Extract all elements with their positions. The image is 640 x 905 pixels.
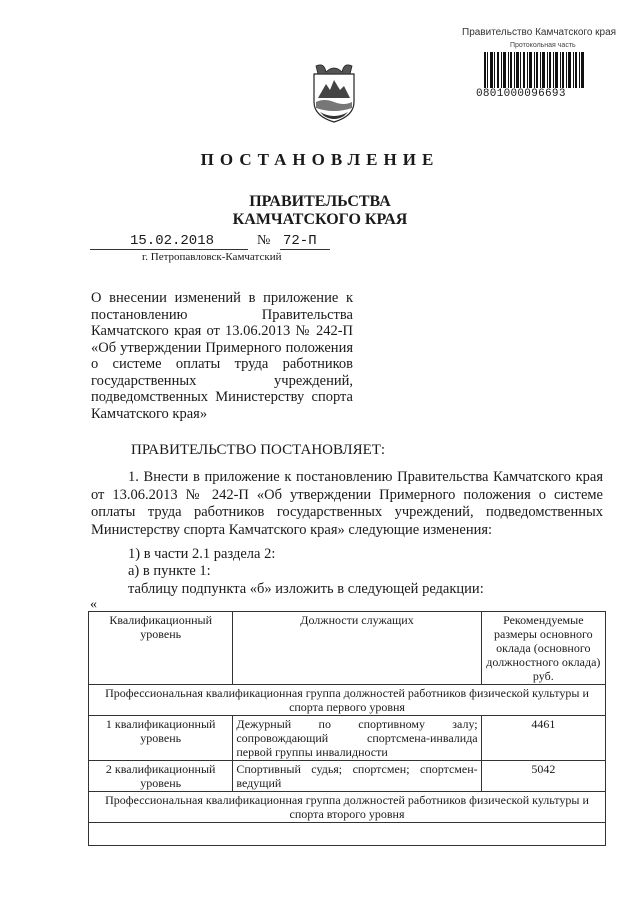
- row-positions: Дежурный по спортивному залу; сопровождающий спортсмена-инвалида первой группы инвалидности: [233, 716, 481, 761]
- document-subject: О внесении изменений в приложение к постановлению Правительства Камчатского края от 13.06.2013 № 242-П «Об утверждении Примерного положения о системе оплаты труда работников государственных учреждений, подведомственных Министерству спорта Камчатского края»: [91, 290, 353, 422]
- number-sign: №: [257, 233, 271, 248]
- stamp-part: Протокольная часть: [510, 42, 576, 49]
- paragraph-2: 1) в части 2.1 раздела 2:: [128, 546, 276, 562]
- barcode-number: 0801000096693: [476, 88, 566, 100]
- issuer-line-1: ПРАВИТЕЛЬСТВА: [249, 193, 391, 210]
- issuer-line-2: КАМЧАТСКОГО КРАЯ: [232, 211, 408, 228]
- barcode-icon: [484, 52, 584, 88]
- document-date: 15.02.2018: [130, 233, 215, 249]
- date-underline: [90, 249, 248, 250]
- open-quote: «: [90, 597, 97, 612]
- table-group-row: [89, 792, 606, 823]
- header-positions: Должности служащих: [233, 612, 481, 685]
- row-salary: 4461: [481, 716, 605, 761]
- row-salary: 5042: [481, 761, 605, 792]
- document-number: 72-П: [283, 233, 317, 249]
- table-row: [89, 823, 606, 846]
- number-underline: [280, 249, 330, 250]
- table-row: [89, 761, 606, 792]
- salary-table: [88, 611, 606, 846]
- group-2-title: Профессиональная квалификационная группа должностей работников физической культуры и спорта второго уровня: [89, 792, 606, 823]
- coat-of-arms-icon: [310, 62, 358, 124]
- blank-cell: [89, 823, 606, 846]
- row-positions: Спортивный судья; спортсмен; спортсмен-ведущий: [233, 761, 481, 792]
- paragraph-1: 1. Внести в приложение к постановлению Правительства Камчатского края от 13.06.2013 № 242-П «Об утверждении Примерного положения о системе оплаты труда работников государственных учреждений, подведомственных Министерству спорта Камчатского края» следующие изменения:: [91, 469, 603, 538]
- row-level: 2 квалификационный уровень: [89, 761, 233, 792]
- header-level: Квалификационный уровень: [89, 612, 233, 685]
- group-1-title: Профессиональная квалификационная группа должностей работников физической культуры и спорта первого уровня: [89, 685, 606, 716]
- table-group-row: [89, 685, 606, 716]
- paragraph-4: таблицу подпункта «б» изложить в следующей редакции:: [128, 581, 484, 597]
- resolution-heading: ПРАВИТЕЛЬСТВО ПОСТАНОВЛЯЕТ:: [131, 442, 386, 458]
- paragraph-3: а) в пункте 1:: [128, 563, 211, 579]
- row-level: 1 квалификационный уровень: [89, 716, 233, 761]
- city: г. Петропавловск-Камчатский: [142, 251, 282, 263]
- stamp-organization: Правительство Камчатского края: [462, 27, 617, 38]
- table-row: [89, 716, 606, 761]
- header-salary: Рекомендуемые размеры основного оклада (основного должностного оклада) руб.: [481, 612, 605, 685]
- document-type-title: ПОСТАНОВЛЕНИЕ: [200, 150, 440, 169]
- table-header-row: [89, 612, 606, 685]
